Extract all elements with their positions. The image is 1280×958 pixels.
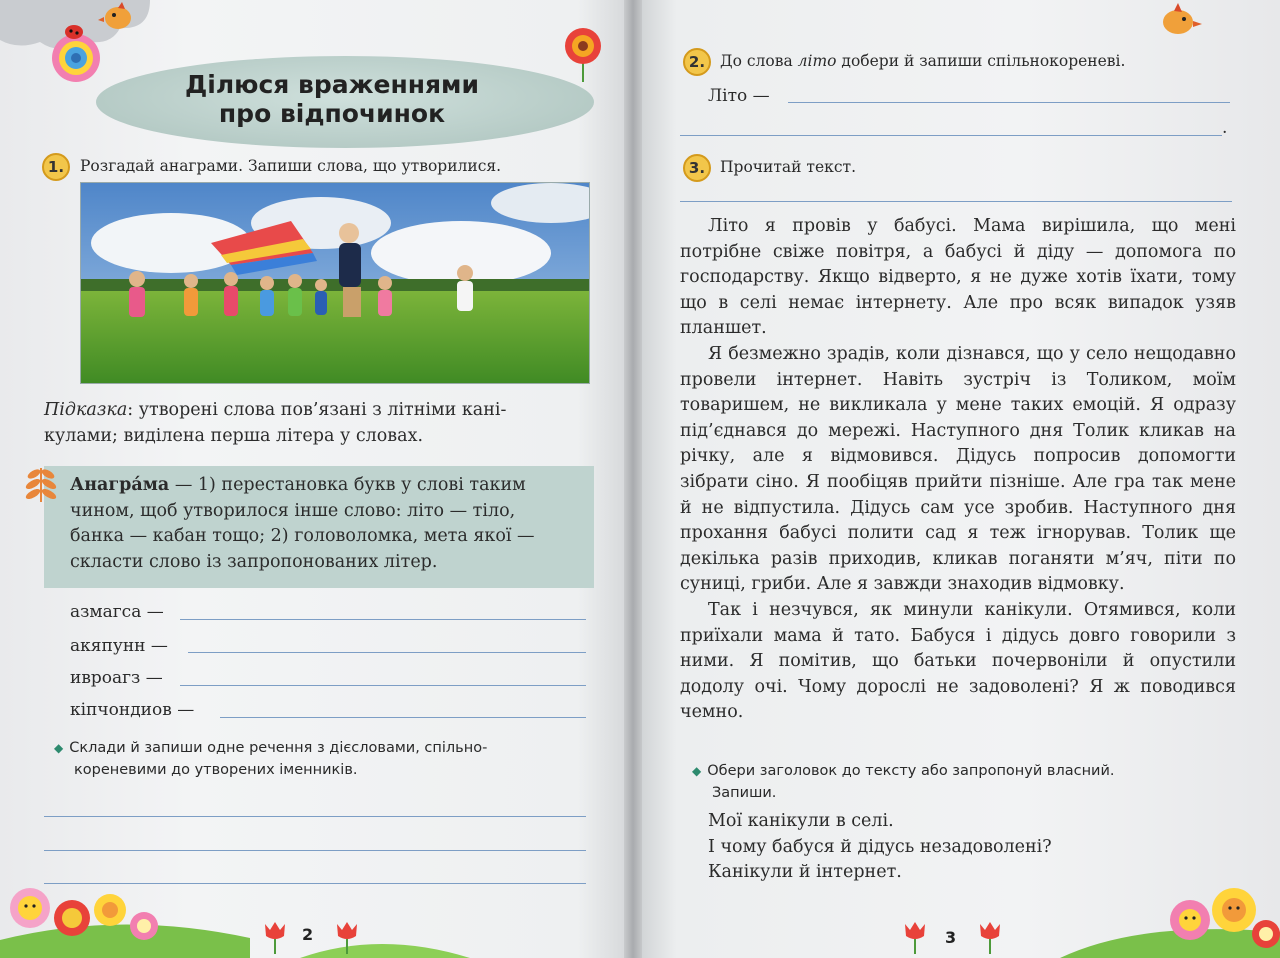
children-running-photo <box>80 182 590 384</box>
ladybug-icon <box>62 22 86 40</box>
leaf-icon <box>24 462 58 502</box>
anagram-word: азмагса — <box>70 602 164 622</box>
page-number: 2 <box>302 925 314 944</box>
book-gutter <box>624 0 642 958</box>
left-subtask <box>54 737 594 781</box>
right-subtask-line2: Запиши. <box>712 785 777 801</box>
hint-text: : утворені слова пов’язані з літніми кані- <box>127 400 507 420</box>
task3-instruction: Прочитай текст. <box>720 158 857 176</box>
writing-line[interactable] <box>220 717 586 718</box>
page-number: 3 <box>945 928 957 947</box>
left-subtask-line1: Склади й запиши одне речення з дієсловами, спільно- <box>69 740 488 756</box>
tulip-icon <box>260 920 290 954</box>
right-subtask-line1: Обери заголовок до тексту або запропонуй власний. <box>707 763 1115 779</box>
writing-line[interactable] <box>188 652 586 653</box>
title-option: Мої канікули в селі. <box>708 811 894 831</box>
page-title-line2: про відпочинок <box>218 99 446 128</box>
definition-term: Анагра́ма <box>70 475 170 495</box>
anagram-word: акяпунн — <box>70 636 168 656</box>
task-number-badge: 3. <box>683 154 711 182</box>
story-text <box>680 214 1236 726</box>
title-option: І чому бабуся й дідусь незадоволені? <box>708 836 1052 857</box>
definition-text <box>70 473 590 575</box>
writing-line[interactable] <box>680 135 1222 136</box>
task1-instruction: Розгадай анаграми. Запиши слова, що утворилися. <box>80 157 502 175</box>
hint-text-line2: кулами; виділена перша літера у словах. <box>44 425 424 446</box>
story-paragraph: Так і незчувся, як минули канікули. Отямився, коли приїхали мама й тато. Бабуся і дідусь довго говорили з ними. Я помітив, що батьки почервоніли й опустили додолу очі. Чому дорослі не задоволені? Я ж поводився чемно. <box>680 599 1236 723</box>
right-subtask <box>692 760 1236 804</box>
lito-label: Літо — <box>708 86 770 106</box>
task2-word: літо <box>797 52 837 70</box>
hint-label: Підказка <box>44 400 128 420</box>
title-options <box>708 809 1052 886</box>
definition-line2: чином, щоб утворилося інше слово: літо — тіло, <box>70 500 516 521</box>
bird-icon <box>1150 0 1210 42</box>
tulip-icon <box>332 920 362 954</box>
writing-line[interactable] <box>680 201 1232 202</box>
task2-text-pre: До слова <box>720 52 798 70</box>
definition-line3: банка — кабан тощо; 2) головоломка, мета якої — <box>70 526 535 547</box>
flower-icon <box>560 22 606 82</box>
story-paragraph: Я безмежно зрадів, коли дізнався, що у село нещодавно провели інтернет. Навіть зустріч із Толиком, моїм товаришем, не викликала у мене таких емоцій. Я одразу під’єднався до мережі. Наступного дня Толик кликав на річку, але я відмовився. Дідусь попросив допомогти зібрати сіно. Я пообіцяв прийти пізніше. Але гра так мене й не відпустила. Дідусь сам усе зробив. Наступного дня прохання бабусі полити сад я теж ігнорував. Толик ще декілька разів приходив, кликав поганяти м’яч, піти по суниці, гриби. Але я завжди знаходив відмовку. <box>680 343 1236 595</box>
hint-paragraph <box>44 398 592 449</box>
writing-line[interactable] <box>44 850 586 851</box>
definition-line1: — 1) перестановка букв у слові таким <box>169 475 526 495</box>
meadow-decoration-icon <box>1060 880 1280 958</box>
anagram-word: кіпчондиов — <box>70 700 195 720</box>
task2-text-post: добери й запиши спільнокореневі. <box>836 52 1126 70</box>
diamond-bullet-icon: ◆ <box>692 764 702 778</box>
diamond-bullet-icon: ◆ <box>54 741 64 755</box>
tulip-icon <box>975 920 1005 954</box>
period-mark: . <box>1222 118 1228 138</box>
story-paragraph: Літо я провів у бабусі. Мама вирішила, що мені потрібне свіже повітря, а бабусі й діду — допомога по господарству. Якщо відверто, я не дуже хотів їхати, тому що в селі немає інтернету. Але про всяк випадок узяв планшет. <box>680 216 1236 339</box>
title-option: Канікули й інтернет. <box>708 862 902 883</box>
definition-line4: скласти слово із запропонованих літер. <box>70 551 438 572</box>
task-number-badge: 2. <box>683 48 711 76</box>
meadow-decoration-icon <box>0 880 628 958</box>
writing-line[interactable] <box>44 816 586 817</box>
writing-line[interactable] <box>180 619 586 620</box>
anagram-word: ивроагз — <box>70 668 163 688</box>
page-title-line1: Ділюся враженнями <box>185 70 479 99</box>
tulip-icon <box>900 920 930 954</box>
task2-instruction <box>720 52 1125 70</box>
task-number-badge: 1. <box>42 153 70 181</box>
writing-line[interactable] <box>788 102 1230 103</box>
bird-icon <box>98 0 138 36</box>
writing-line[interactable] <box>180 685 586 686</box>
left-subtask-line2: кореневими до утворених іменників. <box>74 762 358 778</box>
